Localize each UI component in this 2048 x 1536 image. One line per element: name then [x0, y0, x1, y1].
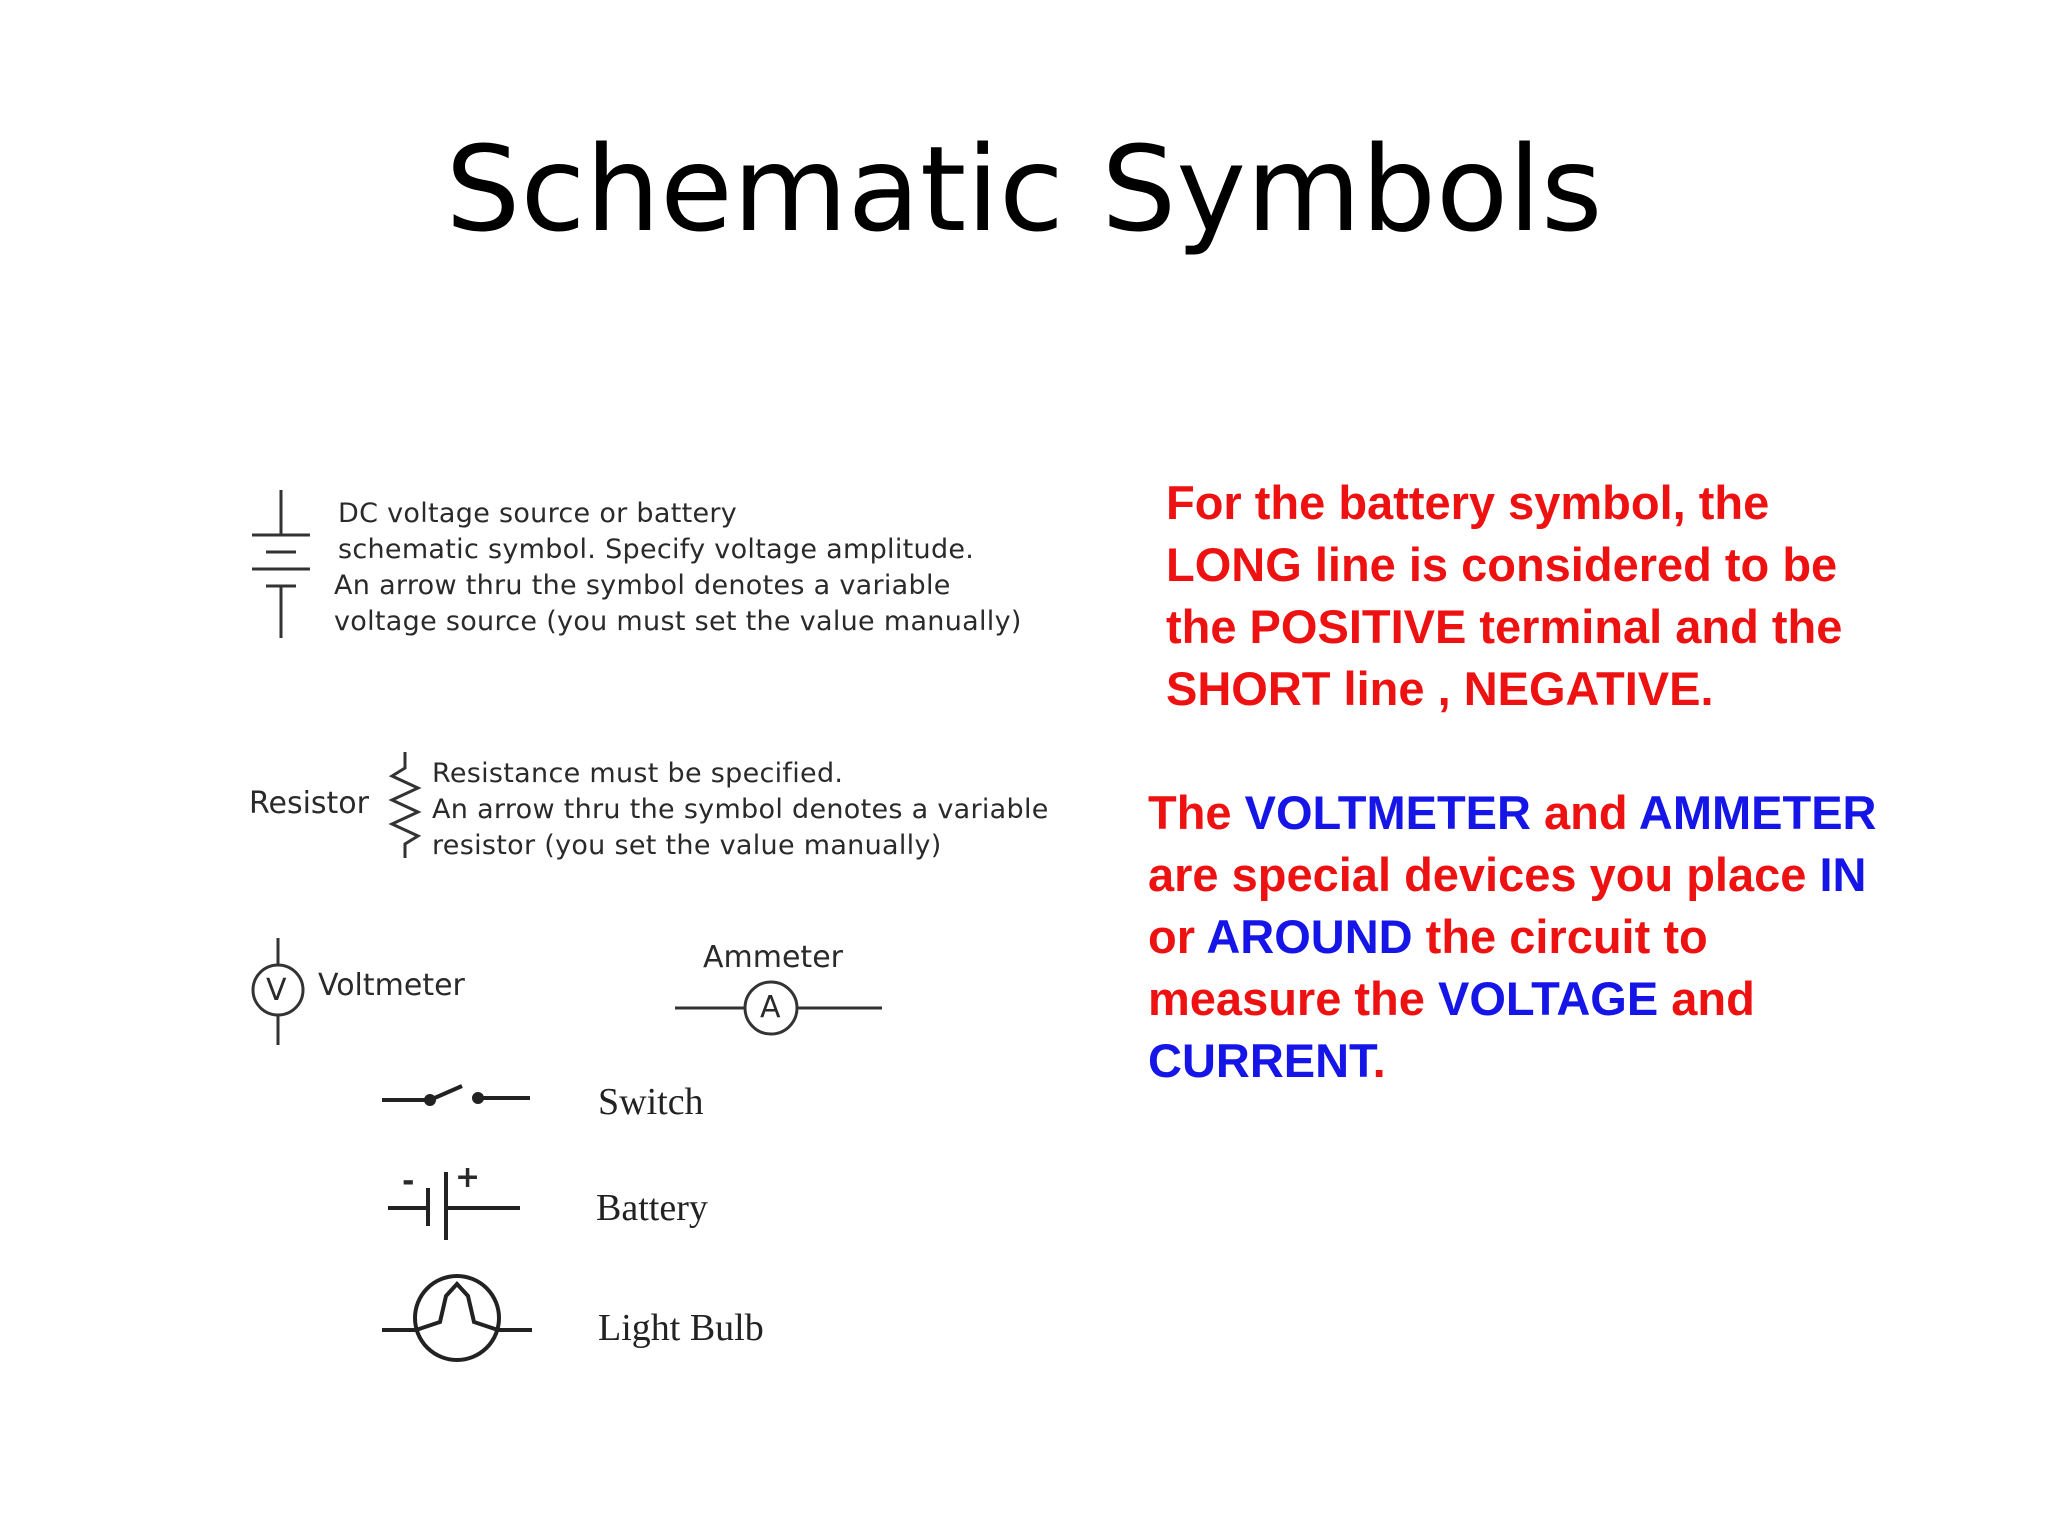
resistor-label: Resistor — [249, 786, 369, 821]
battery-plus: + — [455, 1160, 481, 1195]
meter-note-text: are special devices you place — [1148, 848, 1820, 901]
meter-note-text: and — [1658, 972, 1755, 1025]
dc-source-line-3: An arrow thru the symbol denotes a variable — [334, 570, 951, 601]
voltmeter-glyph: V — [266, 973, 287, 1008]
battery-label: Battery — [596, 1187, 708, 1229]
dc-source-line-2: schematic symbol. Specify voltage amplitude. — [338, 534, 975, 565]
bulb-filament — [416, 1284, 498, 1330]
resistor-description — [432, 756, 1049, 864]
meter-note-keyword-voltmeter: VOLTMETER — [1244, 786, 1531, 839]
battery-note-line-4: SHORT line , NEGATIVE. — [1166, 662, 1714, 715]
bulb-globe — [415, 1276, 499, 1360]
resistor-zigzag — [392, 752, 418, 858]
battery-note — [1166, 472, 1842, 720]
meter-note-text: measure the — [1148, 972, 1438, 1025]
meter-note-line-5 — [1148, 1030, 1877, 1092]
dc-source-line-1: DC voltage source or battery — [338, 498, 738, 529]
ammeter-label: Ammeter — [703, 940, 843, 975]
meter-note — [1148, 782, 1877, 1092]
meter-note-line-3 — [1148, 906, 1877, 968]
ammeter-glyph: A — [760, 990, 781, 1025]
dc-source-line-4: voltage source (you must set the value manually) — [334, 606, 1022, 637]
resistor-symbol — [392, 752, 418, 858]
dc-source-description — [334, 496, 1022, 640]
light-bulb-label: Light Bulb — [598, 1307, 764, 1349]
meter-note-keyword-in: IN — [1819, 848, 1867, 901]
meter-note-text: the circuit to — [1412, 910, 1708, 963]
switch-label: Switch — [598, 1081, 704, 1123]
battery-note-line-2: LONG line is considered to be — [1166, 538, 1838, 591]
battery-minus: - — [402, 1164, 415, 1199]
switch-blade — [430, 1086, 462, 1100]
meter-note-text: The — [1148, 786, 1245, 839]
dc-source-symbol — [252, 490, 310, 638]
battery-note-line-1: For the battery symbol, the — [1166, 476, 1770, 529]
resistor-line-1: Resistance must be specified. — [432, 758, 844, 789]
resistor-line-2: An arrow thru the symbol denotes a variable — [432, 794, 1049, 825]
meter-note-line-1 — [1148, 782, 1877, 844]
meter-note-keyword-around: AROUND — [1206, 910, 1413, 963]
battery-note-line-3: the POSITIVE terminal and the — [1166, 600, 1843, 653]
meter-note-line-4 — [1148, 968, 1877, 1030]
meter-note-line-2 — [1148, 844, 1877, 906]
meter-note-text: and — [1530, 786, 1639, 839]
meter-note-keyword-ammeter: AMMETER — [1638, 786, 1877, 839]
meter-note-text: . — [1372, 1034, 1386, 1087]
meter-note-keyword-voltage: VOLTAGE — [1437, 972, 1659, 1025]
meter-note-keyword-current: CURRENT — [1148, 1034, 1373, 1087]
switch-symbol — [382, 1086, 530, 1104]
meter-note-text: or — [1148, 910, 1207, 963]
resistor-line-3: resistor (you set the value manually) — [432, 830, 942, 861]
light-bulb-symbol — [382, 1276, 532, 1360]
slide-title: Schematic Symbols — [445, 120, 1603, 258]
voltmeter-label: Voltmeter — [318, 968, 465, 1003]
